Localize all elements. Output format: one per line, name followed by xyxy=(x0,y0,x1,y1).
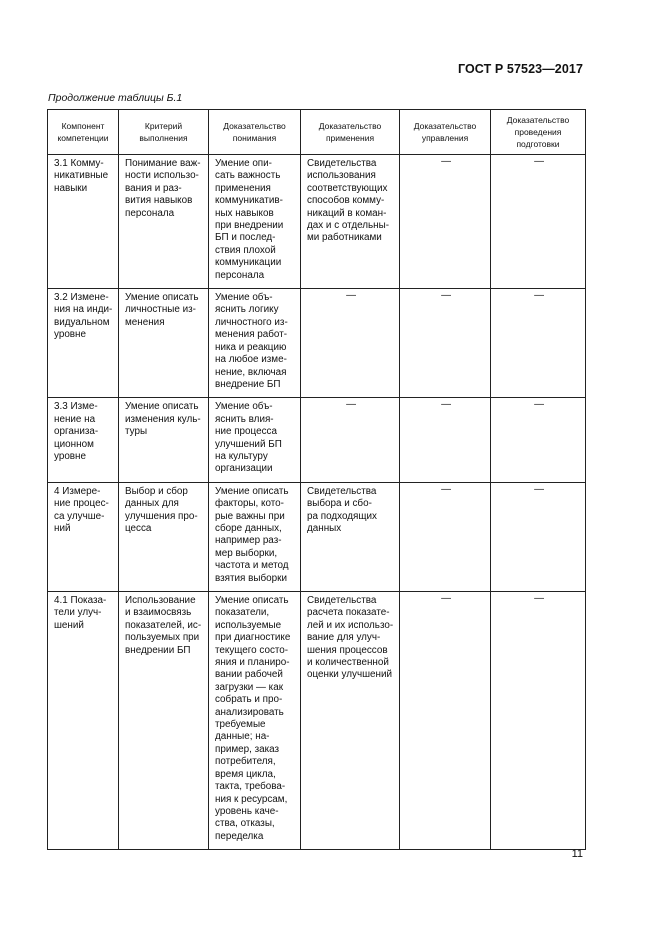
table-cell: Свидетельства выбора и сбо- ра подходящих данных xyxy=(301,482,400,591)
table-cell: — xyxy=(491,482,586,591)
column-header-application: Доказательство применения xyxy=(301,110,400,155)
table-cell: — xyxy=(400,155,491,289)
table-cell: Умение объ- яснить влия- ние процесса улучшений БП на культуру организации xyxy=(209,398,301,482)
table-cell: — xyxy=(491,289,586,398)
table-row xyxy=(48,592,586,850)
table-row xyxy=(48,289,586,398)
table-cell: Умение опи- сать важность применения коммуникатив- ных навыков при внедрении БП и послед- ствия плохой коммуникации персонала xyxy=(209,155,301,289)
column-header-training: Доказательство проведения подготовки xyxy=(491,110,586,155)
table-cell: — xyxy=(301,289,400,398)
table-cell: Умение описать изменения куль- туры xyxy=(119,398,209,482)
table-cell: 3.2 Измене- ния на инди- видуальном уровне xyxy=(48,289,119,398)
table-caption: Продолжение таблицы Б.1 xyxy=(48,92,183,104)
table-cell: Умение описать факторы, кото- рые важны при сборе данных, например раз- мер выборки, частота и метод взятия выборки xyxy=(209,482,301,591)
table-cell: 4 Измере- ние процес- са улучше- ний xyxy=(48,482,119,591)
table-cell: Свидетельства расчета показате- лей и их использо- вание для улуч- шения процессов и количественной оценки улучшений xyxy=(301,592,400,850)
page-number: 11 xyxy=(571,848,583,860)
table-cell: Использование и взаимосвязь показателей, ис- пользуемых при внедрении БП xyxy=(119,592,209,850)
table-cell: Свидетельства использования соответствующих способов комму- никаций в коман- дах и с отдельны- ми работниками xyxy=(301,155,400,289)
document-code: ГОСТ Р 57523—2017 xyxy=(457,62,583,76)
table-cell: — xyxy=(400,592,491,850)
table-cell: — xyxy=(301,398,400,482)
competence-table xyxy=(47,109,586,850)
column-header-criterion: Критерий выполнения xyxy=(119,110,209,155)
table-header-row xyxy=(48,110,586,155)
table-row xyxy=(48,482,586,591)
table-cell: — xyxy=(400,289,491,398)
table-cell: 3.3 Изме- нение на организа- ционном уровне xyxy=(48,398,119,482)
table-cell: 4.1 Показа- тели улуч- шений xyxy=(48,592,119,850)
table-row xyxy=(48,398,586,482)
table-cell: — xyxy=(400,482,491,591)
table-cell: — xyxy=(491,592,586,850)
table-cell: Умение объ- яснить логику личностного из- менения работ- ника и реакцию на любое изме- нение, включая внедрение БП xyxy=(209,289,301,398)
table-cell: — xyxy=(491,155,586,289)
column-header-management: Доказательство управления xyxy=(400,110,491,155)
table-cell: Умение описать показатели, используемые при диагностике текущего состо- яния и планиро- вании рабочей загрузки — как собрать и про- анализировать требуемые данные; на- пример, заказ потребителя, время цикла, такта, требова- ния к ресурсам, уровень каче- ства, отказы, переделка xyxy=(209,592,301,850)
table-cell: — xyxy=(400,398,491,482)
table-row xyxy=(48,155,586,289)
table-cell: Умение описать личностные из- менения xyxy=(119,289,209,398)
table-cell: Выбор и сбор данных для улучшения про- цесса xyxy=(119,482,209,591)
column-header-understanding: Доказательство понимания xyxy=(209,110,301,155)
table-cell: — xyxy=(491,398,586,482)
table-cell: 3.1 Комму- никативные навыки xyxy=(48,155,119,289)
column-header-component: Компонент компетенции xyxy=(48,110,119,155)
table-cell: Понимание важ- ности использо- вания и раз- вития навыков персонала xyxy=(119,155,209,289)
